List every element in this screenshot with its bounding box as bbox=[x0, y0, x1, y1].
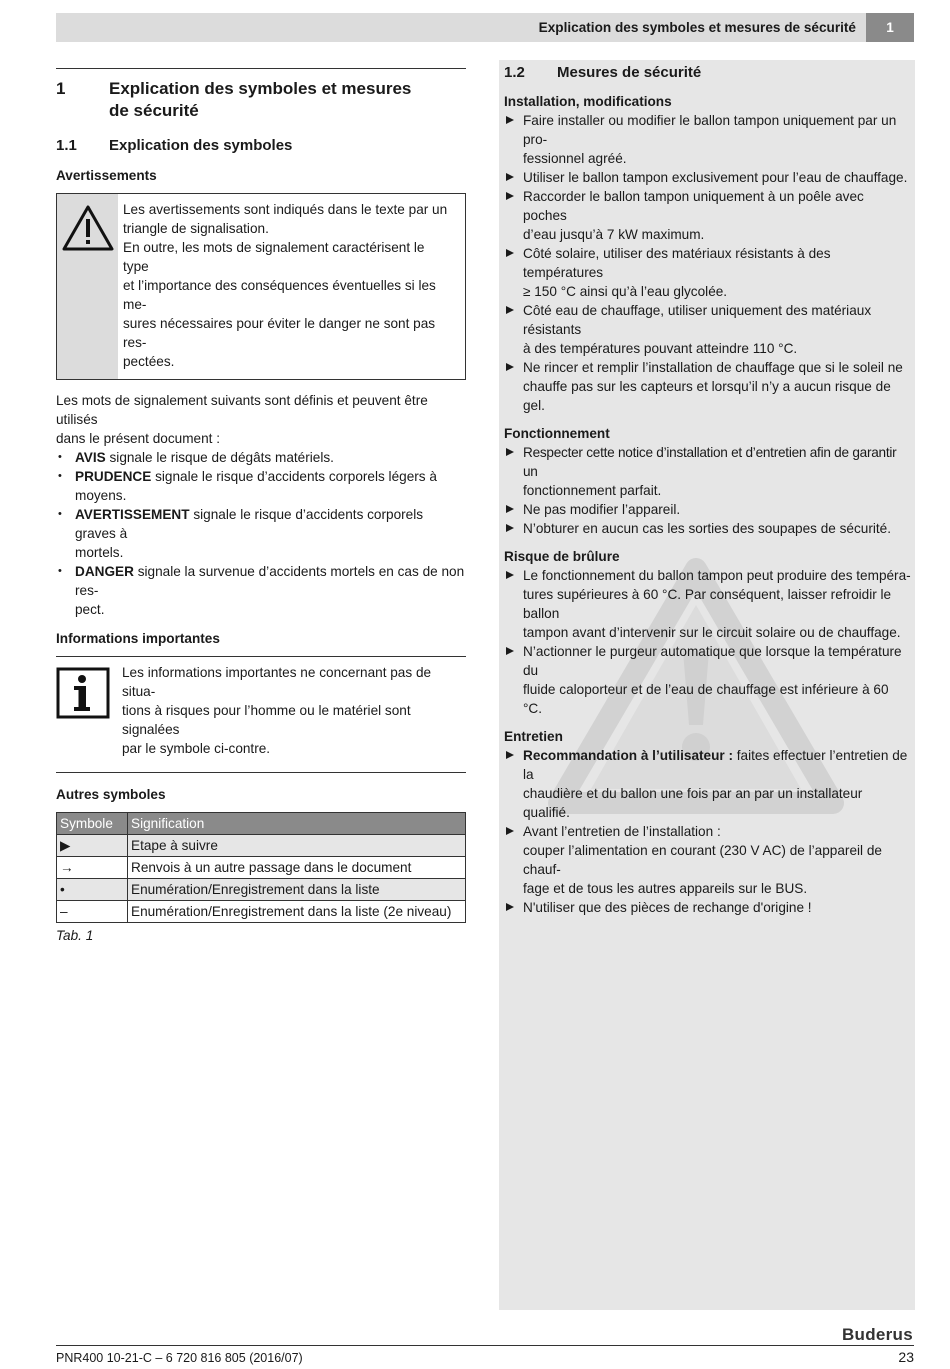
item-line: chauffe pas sur les capteurs et lorsqu’il n’y a aucun risque de gel. bbox=[523, 379, 891, 413]
list-item bbox=[504, 358, 911, 415]
table-header-meaning: Signification bbox=[128, 813, 466, 835]
header-chapter-number: 1 bbox=[866, 13, 914, 42]
operation-list bbox=[504, 443, 911, 538]
table-cell-meaning: Enumération/Enregistrement dans la liste bbox=[128, 879, 466, 901]
burn-risk-heading: Risque de brûlure bbox=[504, 549, 620, 564]
info-heading: Informations importantes bbox=[56, 631, 220, 646]
item-line: fonctionnement parfait. bbox=[523, 483, 662, 498]
table-cell-meaning: Renvois à un autre passage dans le document bbox=[128, 857, 466, 879]
list-item bbox=[504, 746, 911, 822]
signal-words-list bbox=[56, 448, 466, 619]
section-title-line-2: de sécurité bbox=[109, 101, 199, 120]
list-item bbox=[56, 505, 466, 562]
warning-box-text bbox=[118, 194, 465, 379]
signal-word: DANGER bbox=[75, 564, 134, 579]
warnings-heading: Avertissements bbox=[56, 168, 157, 183]
maintenance-heading: Entretien bbox=[504, 729, 563, 744]
info-text-line: Les informations importantes ne concernant pas de situa- bbox=[122, 665, 432, 699]
list-item bbox=[504, 822, 911, 898]
signal-word: PRUDENCE bbox=[75, 469, 152, 484]
list-item bbox=[504, 301, 911, 358]
warning-text-line: Les avertissements sont indiqués dans le texte par un bbox=[123, 202, 448, 217]
list-item bbox=[504, 244, 911, 301]
item-line: fluide caloporteur et de l’eau de chauffage est inférieure à 60 °C. bbox=[523, 682, 889, 716]
installation-list bbox=[504, 111, 911, 415]
other-symbols-heading: Autres symboles bbox=[56, 787, 166, 802]
list-item bbox=[56, 448, 466, 467]
signal-word-description-cont: pect. bbox=[75, 602, 105, 617]
info-icon bbox=[56, 667, 110, 719]
item-line: Côté eau de chauffage, utiliser uniquement des matériaux résistants bbox=[523, 303, 872, 337]
item-line: Le fonctionnement du ballon tampon peut produire des tempéra- bbox=[523, 568, 911, 583]
signal-word: AVERTISSEMENT bbox=[75, 507, 190, 522]
info-text-line: par le symbole ci-contre. bbox=[122, 741, 271, 756]
item-line: Raccorder le ballon tampon uniquement à un poêle avec poches bbox=[523, 189, 864, 223]
list-item bbox=[504, 898, 911, 917]
signal-word-description: signale le risque d’accidents corporels graves à bbox=[75, 507, 424, 541]
page-header bbox=[56, 13, 914, 42]
table-row bbox=[57, 901, 466, 923]
item-line: couper l’alimentation en courant (230 V AC) de l’appareil de chauf- bbox=[523, 843, 882, 877]
list-item bbox=[504, 443, 911, 500]
item-line: fage et de tous les autres appareils sur le BUS. bbox=[523, 881, 808, 896]
subsection-heading-1-2 bbox=[504, 63, 911, 83]
subsection-number: 1.1 bbox=[56, 137, 77, 154]
symbols-table bbox=[56, 812, 466, 923]
table-cell-meaning: Enumération/Enregistrement dans la liste (2e niveau) bbox=[128, 901, 466, 923]
signal-words-intro bbox=[56, 391, 466, 448]
operation-heading: Fonctionnement bbox=[504, 426, 610, 441]
warning-text-line: En outre, les mots de signalement caractérisent le type bbox=[123, 240, 425, 274]
section-title bbox=[109, 78, 411, 122]
list-item bbox=[56, 467, 466, 505]
document-reference: PNR400 10-21-C – 6 720 816 805 (2016/07) bbox=[56, 1351, 303, 1365]
item-line: Faire installer ou modifier le ballon tampon uniquement par un pro- bbox=[523, 113, 897, 147]
table-header-row bbox=[57, 813, 466, 835]
subsection-title: Explication des symboles bbox=[109, 137, 293, 154]
item-line: Ne pas modifier l’appareil. bbox=[523, 502, 681, 517]
burn-risk-list bbox=[504, 566, 911, 718]
signal-word-description: signale la survenue d’accidents mortels en cas de non res- bbox=[75, 564, 465, 598]
item-line: ≥ 150 °C ainsi qu’à l’eau glycolée. bbox=[523, 284, 728, 299]
table-row bbox=[57, 857, 466, 879]
installation-heading: Installation, modifications bbox=[504, 94, 672, 109]
item-line: faites effectuer l’entretien de la bbox=[523, 748, 908, 782]
warning-text-line: et l’importance des conséquences éventuelles si les me- bbox=[123, 278, 436, 312]
warning-text-line: sures nécessaires pour éviter le danger ne sont pas res- bbox=[123, 316, 436, 350]
item-line: à des températures pouvant atteindre 110 °C. bbox=[523, 341, 798, 356]
list-item bbox=[504, 566, 911, 642]
info-box-text bbox=[122, 663, 466, 758]
page-number: 23 bbox=[898, 1349, 914, 1365]
table-row bbox=[57, 835, 466, 857]
table-caption: Tab. 1 bbox=[56, 928, 94, 943]
section-title-line-1: Explication des symboles et mesures bbox=[109, 79, 412, 98]
warning-triangle-icon bbox=[61, 204, 115, 252]
table-header-symbol: Symbole bbox=[57, 813, 128, 835]
subsection-title: Mesures de sécurité bbox=[557, 64, 702, 81]
item-line: N'utiliser que des pièces de rechange d'origine ! bbox=[523, 900, 812, 915]
table-cell-symbol: ▶ bbox=[57, 835, 128, 857]
list-item bbox=[504, 500, 911, 519]
table-cell-symbol: – bbox=[57, 901, 128, 923]
signal-word-description-cont: mortels. bbox=[75, 545, 124, 560]
item-line: Utiliser le ballon tampon exclusivement pour l’eau de chauffage. bbox=[523, 170, 908, 185]
list-item bbox=[504, 187, 911, 244]
warning-icon-cell bbox=[57, 194, 118, 379]
signal-word-description: signale le risque de dégâts matériels. bbox=[105, 450, 334, 465]
list-item bbox=[504, 111, 911, 168]
maintenance-list bbox=[504, 746, 911, 917]
left-column bbox=[56, 68, 466, 945]
item-line: N’obturer en aucun cas les sorties des soupapes de sécurité. bbox=[523, 521, 891, 536]
item-line: Avant l’entretien de l’installation : bbox=[523, 824, 721, 839]
info-icon-cell bbox=[56, 663, 122, 758]
section-number: 1 bbox=[56, 79, 66, 98]
item-line: fessionnel agréé. bbox=[523, 151, 627, 166]
item-line: chaudière et du ballon une fois par an par un installateur qualifié. bbox=[523, 786, 863, 820]
section-rule bbox=[56, 68, 466, 69]
signal-word-description: signale le risque d’accidents corporels légers à moyens. bbox=[75, 469, 437, 503]
subsection-number: 1.2 bbox=[504, 64, 525, 81]
list-item bbox=[504, 519, 911, 538]
item-line: tampon avant d’intervenir sur le circuit solaire ou de chauffage. bbox=[523, 625, 901, 640]
warning-text-line: triangle de signalisation. bbox=[123, 221, 269, 236]
brand-logo: Buderus bbox=[841, 1325, 913, 1344]
item-line: Côté solaire, utiliser des matériaux résistants à des températures bbox=[523, 246, 831, 280]
section-heading-1 bbox=[56, 78, 466, 122]
intro-line: Les mots de signalement suivants sont définis et peuvent être utilisés bbox=[56, 393, 428, 427]
subsection-heading-1-1 bbox=[56, 136, 466, 156]
info-box bbox=[56, 656, 466, 773]
right-column bbox=[499, 60, 915, 1310]
safety-content bbox=[499, 63, 915, 917]
footer-rule bbox=[56, 1345, 914, 1346]
signal-word: AVIS bbox=[75, 450, 106, 465]
list-item bbox=[504, 642, 911, 718]
user-recommendation-label: Recommandation à l’utilisateur : bbox=[523, 748, 733, 763]
table-cell-meaning: Etape à suivre bbox=[128, 835, 466, 857]
item-line: d’eau jusqu’à 7 kW maximum. bbox=[523, 227, 705, 242]
warning-text-line: pectées. bbox=[123, 354, 175, 369]
warning-box bbox=[56, 193, 466, 380]
table-cell-symbol: • bbox=[57, 879, 128, 901]
header-title: Explication des symboles et mesures de sécurité bbox=[538, 20, 856, 35]
info-text-line: tions à risques pour l’homme ou le matériel sont signalées bbox=[122, 703, 411, 737]
item-line: Ne rincer et remplir l’installation de chauffage que si le soleil ne bbox=[523, 360, 903, 375]
item-line: tures supérieures à 60 °C. Par conséquent, laisser refroidir le ballon bbox=[523, 587, 892, 621]
table-row bbox=[57, 879, 466, 901]
table-cell-symbol: → bbox=[57, 857, 128, 879]
item-line: Respecter cette notice d’installation et d’entretien afin de garantir un bbox=[523, 445, 897, 479]
list-item bbox=[56, 562, 466, 619]
intro-line: dans le présent document : bbox=[56, 431, 220, 446]
list-item bbox=[504, 168, 911, 187]
item-line: N’actionner le purgeur automatique que lorsque la température du bbox=[523, 644, 902, 678]
